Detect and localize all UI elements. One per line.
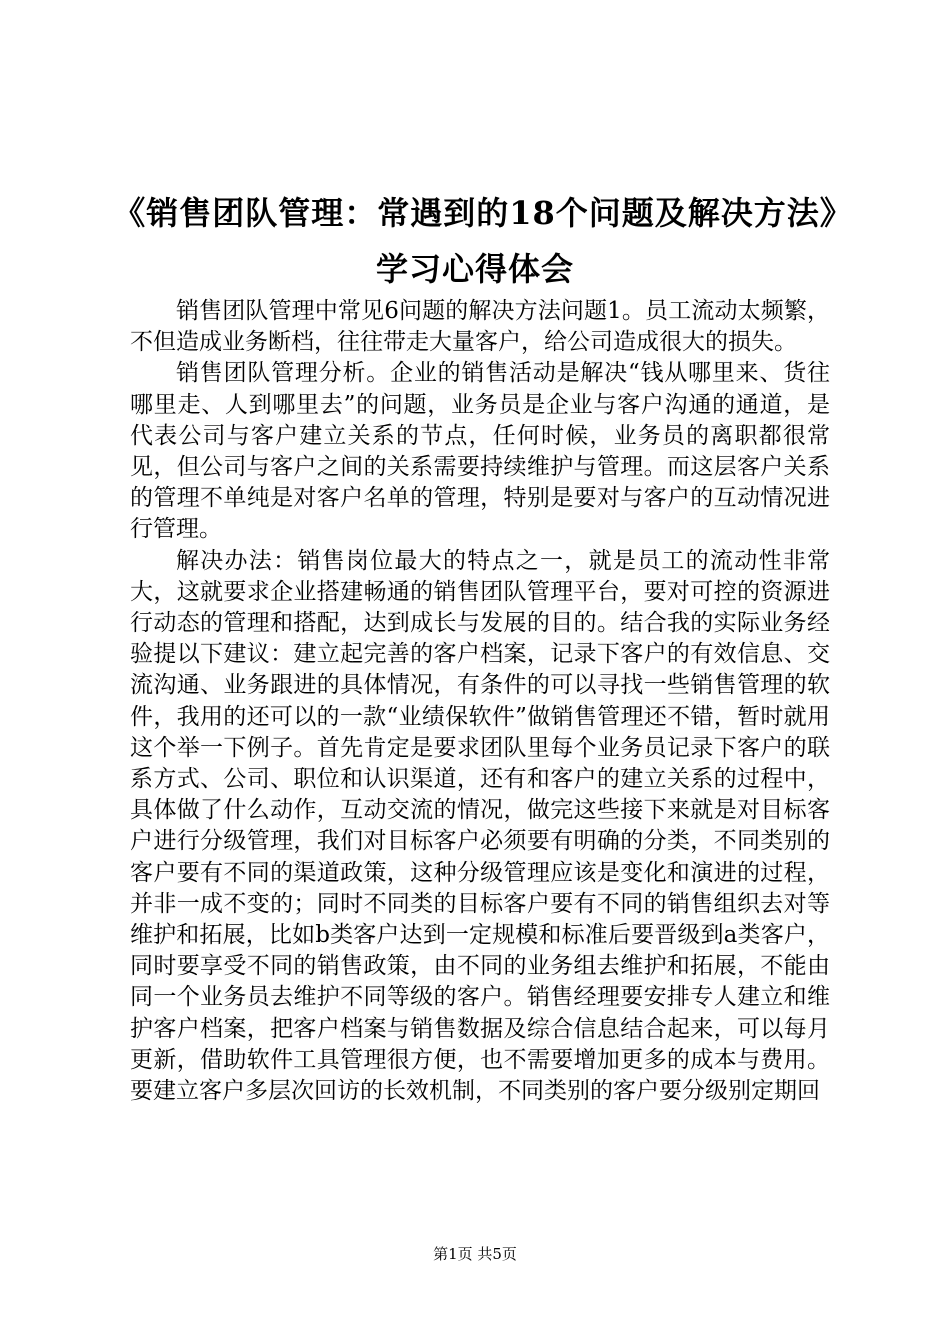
paragraph-3: 解决办法：销售岗位最大的特点之一，就是员工的流动性非常大，这就要求企业搭建畅通的销售团队管理平台，要对可控的资源进行动态的管理和搭配，达到成长与发展的目的。结合我的实际业务经验提以下建议：建立起完善的客户档案，记录下客户的有效信息、交流沟通、业务跟进的具体情况，有条件的可以寻找一些销售管理的软件，我用的还可以的一款“业绩保软件”做销售管理还不错，暂时就用这个举一下例子。首先肯定是要求团队里每个业务员记录下客户的联系方式、公司、职位和认识渠道，还有和客户的建立关系的过程中，具体做了什么动作，互动交流的情况，做完这些接下来就是对目标客户进行分级管理，我们对目标客户必须要有明确的分类，不同类别的客户要有不同的渠道政策，这种分级管理应该是变化和演进的过程，并非一成不变的；同时不同类的目标客户要有不同的销售组织去对等维护和拓展，比如b类客户达到一定规模和标准后要晋级到a类客户，同时要享受不同的销售政策，由不同的业务组去维护和拓展，不能由同一个业务员去维护不同等级的客户。销售经理要安排专人建立和维护客户档案，把客户档案与销售数据及综合信息结合起来，可以每月更新，借助软件工具管理很方便，也不需要增加更多的成本与费用。要建立客户多层次回访的长效机制，不同类别的客户要分级别定期回	[130, 547, 830, 1105]
document-body	[130, 296, 830, 1107]
page-footer: 第1页 共5页	[433, 1245, 517, 1263]
document-title: 《销售团队管理：常遇到的18个问题及解决方法》学习心得体会	[113, 194, 837, 288]
paragraph-1: 销售团队管理中常见6问题的解决方法问题1。员工流动太频繁，不但造成业务断档，往往带走大量客户，给公司造成很大的损失。	[130, 298, 830, 356]
paragraph-2: 销售团队管理分析。企业的销售活动是解决“钱从哪里来、货往哪里走、人到哪里去”的问题，业务员是企业与客户沟通的通道，是代表公司与客户建立关系的节点，任何时候，业务员的离职都很常见，但公司与客户之间的关系需要持续维护与管理。而这层客户关系的管理不单纯是对客户名单的管理，特别是要对与客户的互动情况进行管理。	[130, 360, 830, 543]
